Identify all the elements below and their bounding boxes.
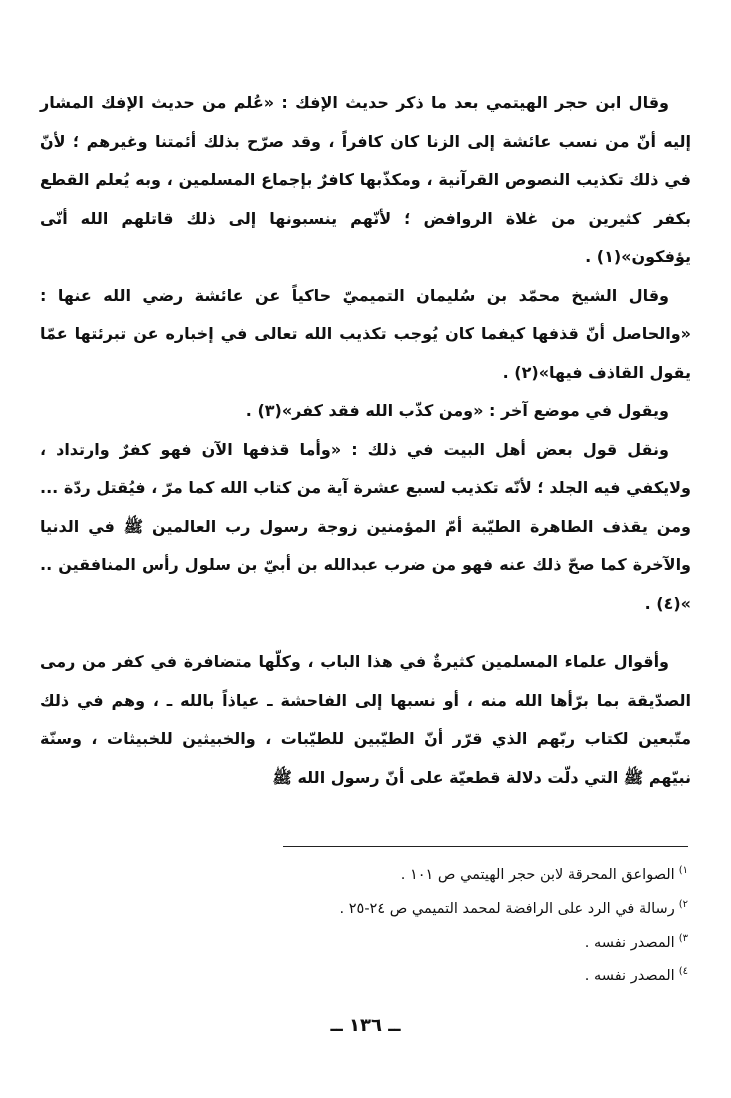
- footnote-1: [200, 856, 688, 890]
- footnote-4: [200, 957, 688, 991]
- paragraph-1: وقال ابن حجر الهيتمي بعد ما ذكر حديث الإفك : «عُلم من حديث الإفك المشار إليه أنّ من نسب عائشة إلى الزنا كان كافراً ، وقد صرّح بذلك أئمتنا وغيرهم ؛ لأنّ في ذلك تكذيب النصوص القرآنية ، ومكذّبها كافرٌ بإجماع المسلمين ، وبه يُعلم القطع بكفر كثيرين من غلاة الروافض ؛ لأنّهم ينسبونها إلى ذلك قاتلهم الله أنّى يؤفكون»(١) .: [40, 93, 691, 266]
- footnote-3: [200, 924, 688, 958]
- paragraph-2: وقال الشيخ محمّد بن سُليمان التميميّ حاكياً عن عائشة رضي الله عنها : «والحاصل أنّ قذفها كيفما كان يُوجب تكذيب الله تعالى في إخباره عن تبرئتها عمّا يقول القاذف فيها»(٢) .: [40, 285, 691, 382]
- footnote-text: الصواعق المحرقة لابن حجر الهيتمي ص ١٠١ .: [400, 866, 675, 883]
- paragraph-4: ونقل قول بعض أهل البيت في ذلك : «وأما قذفها الآن فهو كفرٌ وارتداد ، ولايكفي فيه الجلد ؛ لأنّه تكذيب لسبع عشرة آية من كتاب الله كما مرّ ، فيُقتل ردّة ... ومن يقذف الطاهرة الطيّبة أمّ المؤمنين زوجة رسول رب العالمين ﷺ في الدنيا والآخرة كما صحّ ذلك عنه فهو من ضرب عبدالله بن أبيّ بن سلول رأس المنافقين .. »(٤) .: [40, 439, 691, 613]
- footnotes: [200, 856, 688, 991]
- footnote-2: [200, 890, 688, 924]
- page-number: ــ ١٣٦ ــ: [330, 1015, 401, 1036]
- footnote-divider: [283, 846, 688, 847]
- footnote-number: ٤): [678, 966, 688, 978]
- paragraph-3: ويقول في موضع آخر : «ومن كذّب الله فقد كفر»(٣) .: [245, 401, 669, 420]
- paragraph-5: وأقوال علماء المسلمين كثيرةٌ في هذا الباب ، وكلّها متضافرة في كفر من رمى الصدّيقة بما برّأها الله منه ، أو نسبها إلى الفاحشة ـ عياذاً بالله ـ ، وهم في ذلك متّبعين لكتاب ربّهم الذي قرّر أنّ الطيّبين للطيّبات ، والخبيثين للخبيثات ، وسنّة نبيّهم ﷺ التي دلّت دلالة قطعيّة على أنّ رسول الله ﷺ: [40, 652, 691, 787]
- footnote-text: المصدر نفسه .: [584, 968, 675, 985]
- footnote-text: رسالة في الرد على الرافضة لمحمد التميمي ص ٢٤-٢٥ .: [339, 900, 675, 917]
- paragraph-gap: [40, 623, 691, 643]
- footnote-number: ٣): [678, 932, 688, 944]
- footnote-text: المصدر نفسه .: [584, 934, 675, 951]
- footnote-number: ١): [678, 865, 688, 876]
- footnote-number: ٢): [678, 898, 688, 910]
- main-text: [40, 84, 691, 797]
